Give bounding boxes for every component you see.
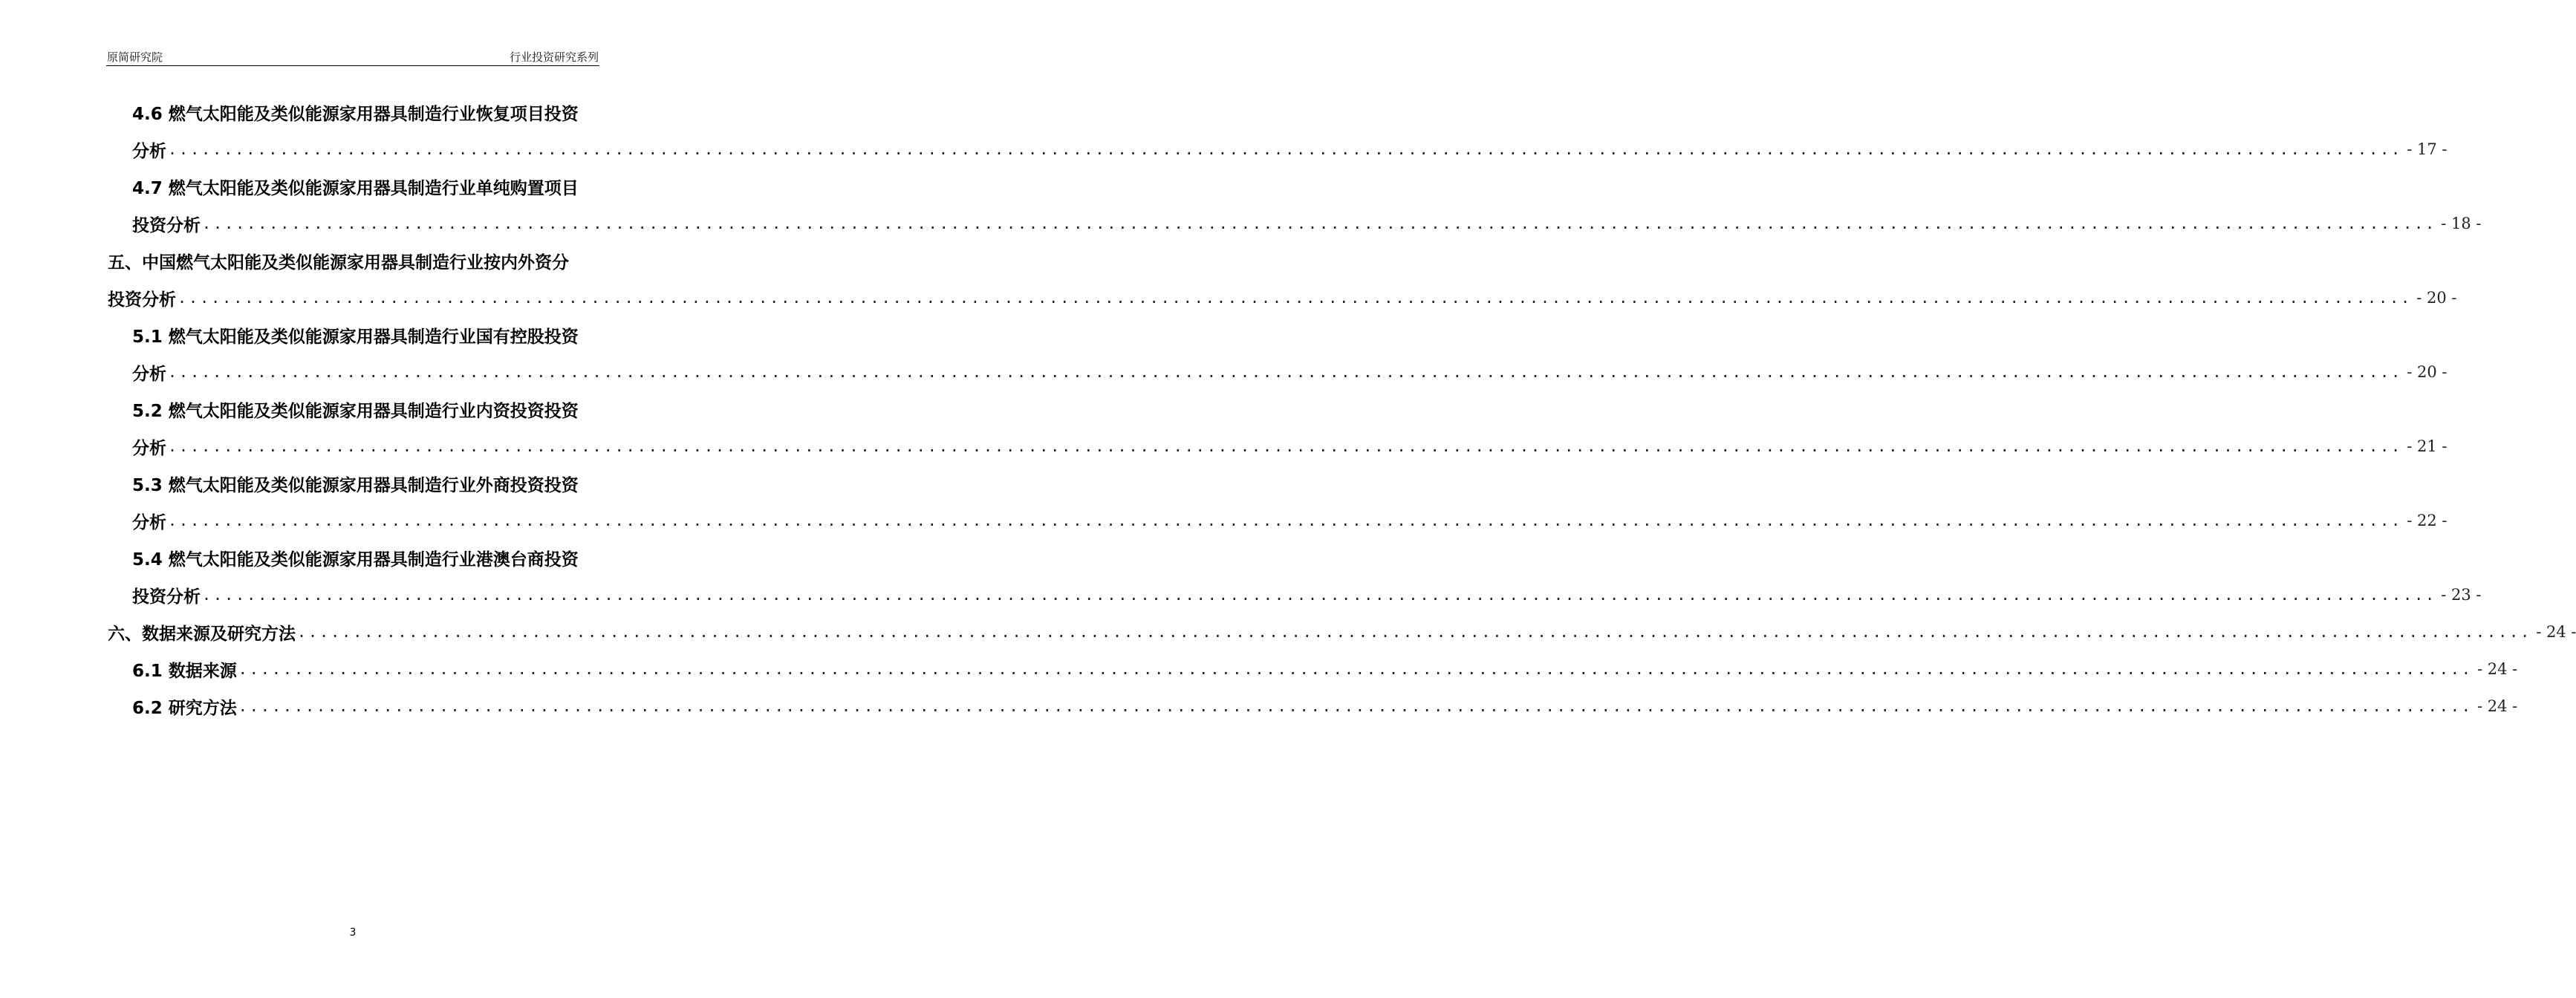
toc-dot-leader: ........................................................................................................................................................................................................ bbox=[297, 623, 2532, 641]
toc-entry[interactable] bbox=[108, 94, 598, 131]
toc-page-number: - 20 - bbox=[2416, 289, 2457, 307]
page-number: 3 bbox=[349, 927, 357, 939]
toc-entry[interactable] bbox=[108, 428, 2447, 465]
table-of-contents bbox=[108, 94, 2576, 725]
toc-dot-leader: ........................................................................................................................................................................................................ bbox=[168, 140, 2403, 158]
toc-entry-title: 投资分析 bbox=[132, 587, 201, 607]
toc-page-number: - 22 - bbox=[2407, 512, 2447, 529]
toc-entry[interactable] bbox=[108, 539, 598, 576]
toc-entry-title: 五、中国燃气太阳能及类似能源家用器具制造行业按内外资分 bbox=[108, 252, 569, 273]
toc-entry-title: 4.7 燃气太阳能及类似能源家用器具制造行业单纯购置项目 bbox=[132, 178, 579, 198]
toc-entry-title: 6.2 研究方法 bbox=[132, 698, 237, 718]
toc-page-number: - 23 - bbox=[2441, 586, 2482, 604]
toc-entry-title: 分析 bbox=[132, 512, 166, 532]
toc-entry-title: 分析 bbox=[132, 141, 166, 161]
toc-entry-title: 5.2 燃气太阳能及类似能源家用器具制造行业内资投资投资 bbox=[132, 401, 579, 421]
toc-page-number: - 24 - bbox=[2476, 660, 2518, 678]
toc-entry[interactable] bbox=[108, 205, 2482, 242]
toc-entry[interactable] bbox=[108, 168, 598, 205]
toc-dot-leader: ........................................................................................................................................................................................................ bbox=[238, 660, 2473, 678]
toc-dot-leader: ........................................................................................................................................................................................................ bbox=[168, 512, 2403, 529]
toc-dot-leader: ........................................................................................................................................................................................................ bbox=[178, 289, 2413, 307]
header-org-name: 原简研究院 bbox=[107, 50, 163, 64]
toc-page-number: - 20 - bbox=[2407, 363, 2447, 381]
toc-entry-title: 5.1 燃气太阳能及类似能源家用器具制造行业国有控股投资 bbox=[132, 327, 579, 347]
toc-entry[interactable] bbox=[108, 465, 598, 502]
toc-page-number: - 21 - bbox=[2407, 437, 2447, 455]
toc-page-number: - 24 - bbox=[2536, 623, 2576, 641]
toc-entry[interactable] bbox=[108, 502, 2447, 539]
toc-entry-title: 5.3 燃气太阳能及类似能源家用器具制造行业外商投资投资 bbox=[132, 475, 579, 495]
toc-entry[interactable] bbox=[108, 131, 2447, 168]
toc-entry-title: 六、数据来源及研究方法 bbox=[108, 624, 296, 644]
toc-page-number: - 17 - bbox=[2407, 140, 2447, 158]
toc-dot-leader: ........................................................................................................................................................................................................ bbox=[238, 697, 2473, 715]
toc-entry[interactable] bbox=[108, 242, 598, 279]
toc-dot-leader: ........................................................................................................................................................................................................ bbox=[168, 363, 2403, 381]
toc-entry[interactable] bbox=[108, 576, 2482, 613]
toc-dot-leader: ........................................................................................................................................................................................................ bbox=[202, 215, 2437, 232]
toc-dot-leader: ........................................................................................................................................................................................................ bbox=[168, 437, 2403, 455]
toc-entry[interactable] bbox=[108, 353, 2447, 391]
toc-dot-leader: ........................................................................................................................................................................................................ bbox=[202, 586, 2437, 604]
toc-entry[interactable] bbox=[108, 391, 598, 428]
toc-page-number: - 18 - bbox=[2441, 215, 2482, 232]
header-series-title: 行业投资研究系列 bbox=[509, 50, 599, 64]
toc-entry-title: 分析 bbox=[132, 438, 166, 458]
toc-entry[interactable] bbox=[108, 688, 2518, 725]
toc-entry-title: 6.1 数据来源 bbox=[132, 661, 237, 681]
toc-page-number: - 24 - bbox=[2476, 697, 2518, 715]
toc-entry-title: 4.6 燃气太阳能及类似能源家用器具制造行业恢复项目投资 bbox=[132, 104, 579, 124]
toc-entry[interactable] bbox=[108, 316, 598, 353]
toc-entry-title: 投资分析 bbox=[132, 215, 201, 235]
toc-entry[interactable] bbox=[108, 613, 2576, 650]
toc-entry-title: 投资分析 bbox=[108, 290, 176, 310]
header-divider bbox=[106, 65, 599, 66]
toc-entry[interactable] bbox=[108, 650, 2518, 688]
toc-entry-title: 分析 bbox=[132, 364, 166, 384]
toc-entry-title: 5.4 燃气太阳能及类似能源家用器具制造行业港澳台商投资 bbox=[132, 549, 579, 570]
toc-entry[interactable] bbox=[108, 279, 2457, 316]
